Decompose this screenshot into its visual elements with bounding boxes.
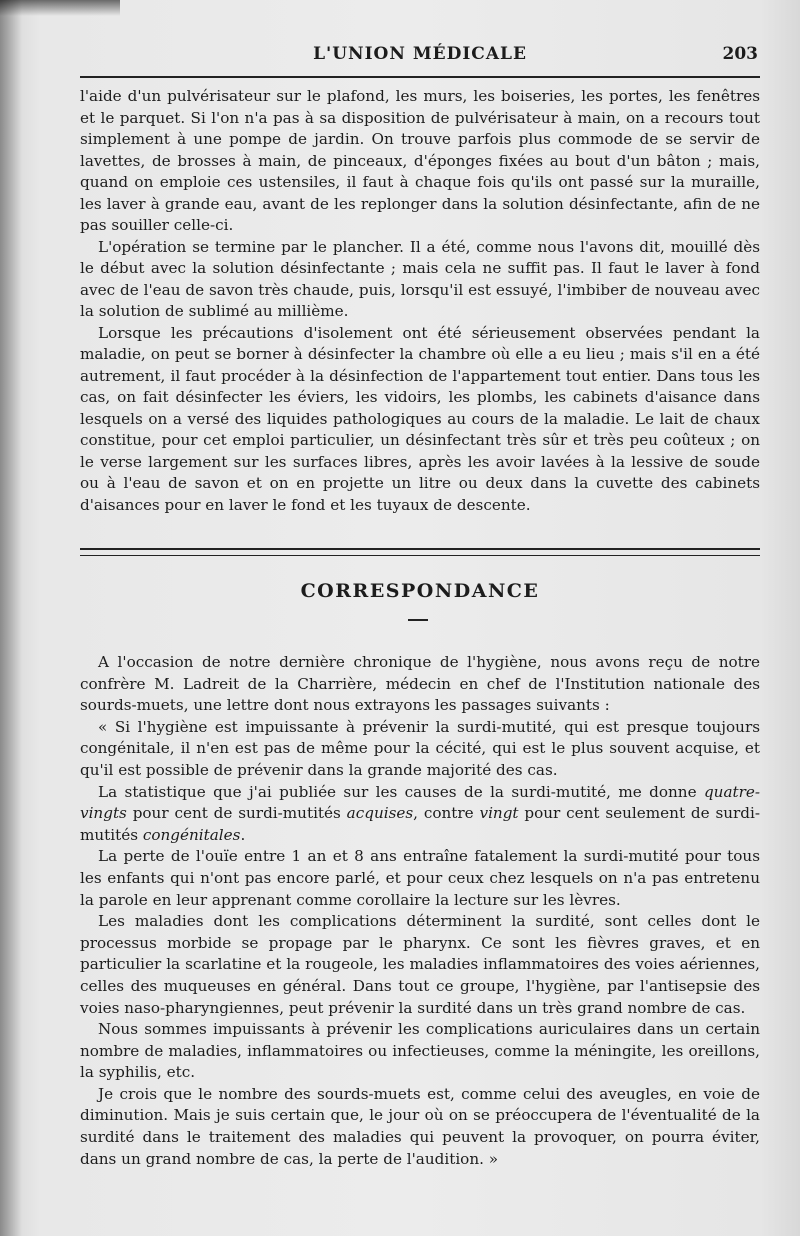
- paragraph: « Si l'hygiène est impuissante à prévenir la surdi-mutité, qui est presque toujours congénitale, il n'en est pas de même pour la cécité, qui est le plus souvent acquise, et qu'il est possible de prévenir dans la grande majorité des cas.: [80, 717, 760, 779]
- italic-text: vingt: [479, 804, 519, 823]
- running-title: L'UNION MÉDICALE: [313, 44, 527, 64]
- article-continuation: [80, 86, 760, 516]
- section-title: CORRESPONDANCE: [300, 580, 540, 602]
- paragraph: Nous sommes impuissants à prévenir les complications auriculaires dans un certain nombre de maladies, inflammatoires ou infectieuses, comme la méningite, les oreillons, la syphilis, etc.: [80, 1020, 760, 1082]
- italic-text: acquises: [346, 804, 414, 823]
- paragraph: [80, 782, 760, 847]
- scan-corner-shadow: [0, 0, 120, 16]
- text-run: , contre: [413, 804, 480, 823]
- paragraph: L'opération se termine par le plancher. Il a été, comme nous l'avons dit, mouillé dès le début avec la solution désinfectante ; mais cela ne suffit pas. Il faut le laver à fond avec de l'eau de savon très chaude, puis, lorsqu'il est essuyé, l'imbiber de nouveau avec la solution de sublimé au millième.: [80, 237, 760, 320]
- text-run: La statistique que j'ai publiée sur les causes de la surdi-mutité, me donne: [98, 782, 704, 801]
- page-header: [80, 44, 760, 70]
- paragraph: La perte de l'ouïe entre 1 an et 8 ans entraîne fatalement la surdi-mutité pour tous les enfants qui n'ont pas encore parlé, et pour ceux chez lesquels on n'a pas entretenu la parole en leur apprenant comme corollaire la lecture sur les lèvres.: [80, 847, 760, 909]
- paragraph: A l'occasion de notre dernière chronique de l'hygiène, nous avons reçu de notre confrère M. Ladreit de la Charrière, médecin en chef de l'Institution nationale des sourds-muets, une lettre dont nous extrayons les passages suivants :: [80, 653, 760, 715]
- paragraph: Les maladies dont les complications déterminent la surdité, sont celles dont le processus morbide se propage par le pharynx. Ce sont les fièvres graves, et en particulier la scarlatine et la rougeole, les maladies inflammatoires des voies aériennes, celles des muqueuses en général. Dans tout ce groupe, l'hygiène, par l'antisepsie des voies naso-pharyngiennes, peut prévenir la surdité dans un très grand nombre de cas.: [80, 912, 760, 1017]
- text-run: .: [240, 825, 246, 844]
- binding-shadow: [0, 0, 22, 1236]
- header-rule: [80, 76, 760, 78]
- text-run: pour cent seulement de surdi-mutités: [80, 804, 760, 844]
- title-dash: [408, 619, 428, 621]
- italic-text: quatre-vingts: [80, 782, 760, 823]
- section-divider: [80, 548, 760, 556]
- paragraph: l'aide d'un pulvérisateur sur le plafond, les murs, les boiseries, les portes, les fenêtres et le parquet. Si l'on n'a pas à sa disposition de pulvérisateur à main, on a recours tout simplement à une pompe de jardin. On trouve parfois plus commode de se servir de lavettes, de brosses à main, de pinceaux, d'éponges fixées au bout d'un bâton ; mais, quand on emploie ces ustensiles, il faut à chaque fois qu'ils ont passé sur la muraille, les laver à grande eau, avant de les replonger dans la solution désinfectante, afin de ne pas souiller celle-ci.: [80, 87, 760, 234]
- paragraph: Lorsque les précautions d'isolement ont été sérieusement observées pendant la maladie, on peut se borner à désinfecter la chambre où elle a eu lieu ; mais s'il en a été autrement, il faut procéder à la désinfection de l'appartement tout entier. Dans tous les cas, on fait désinfecter les éviers, les vidoirs, les plombs, les cabinets d'aisance dans lesquels on a versé des liquides pathologiques au cours de la maladie. Le lait de chaux constitue, pour cet emploi particulier, un désinfectant très sûr et très peu coûteux ; on le verse largement sur les surfaces libres, après les avoir lavées à la lessive de soude ou à l'eau de savon et on en projette un litre ou deux dans la cuvette des cabinets d'aisances pour en laver le fond et les tuyaux de descente.: [80, 323, 760, 514]
- correspondence-body: [80, 652, 760, 1170]
- italic-text: congénitales: [142, 825, 241, 844]
- paragraph: Je crois que le nombre des sourds-muets est, comme celui des aveugles, en voie de diminution. Mais je suis certain que, le jour où on se préoccupera de l'éventualité de la surdité dans le traitement des maladies qui peuvent la provoquer, on pourra éviter, dans un grand nombre de cas, la perte de l'audition. »: [80, 1084, 760, 1168]
- page-number: 203: [722, 44, 758, 64]
- text-run: pour cent de surdi-mutités: [126, 804, 347, 823]
